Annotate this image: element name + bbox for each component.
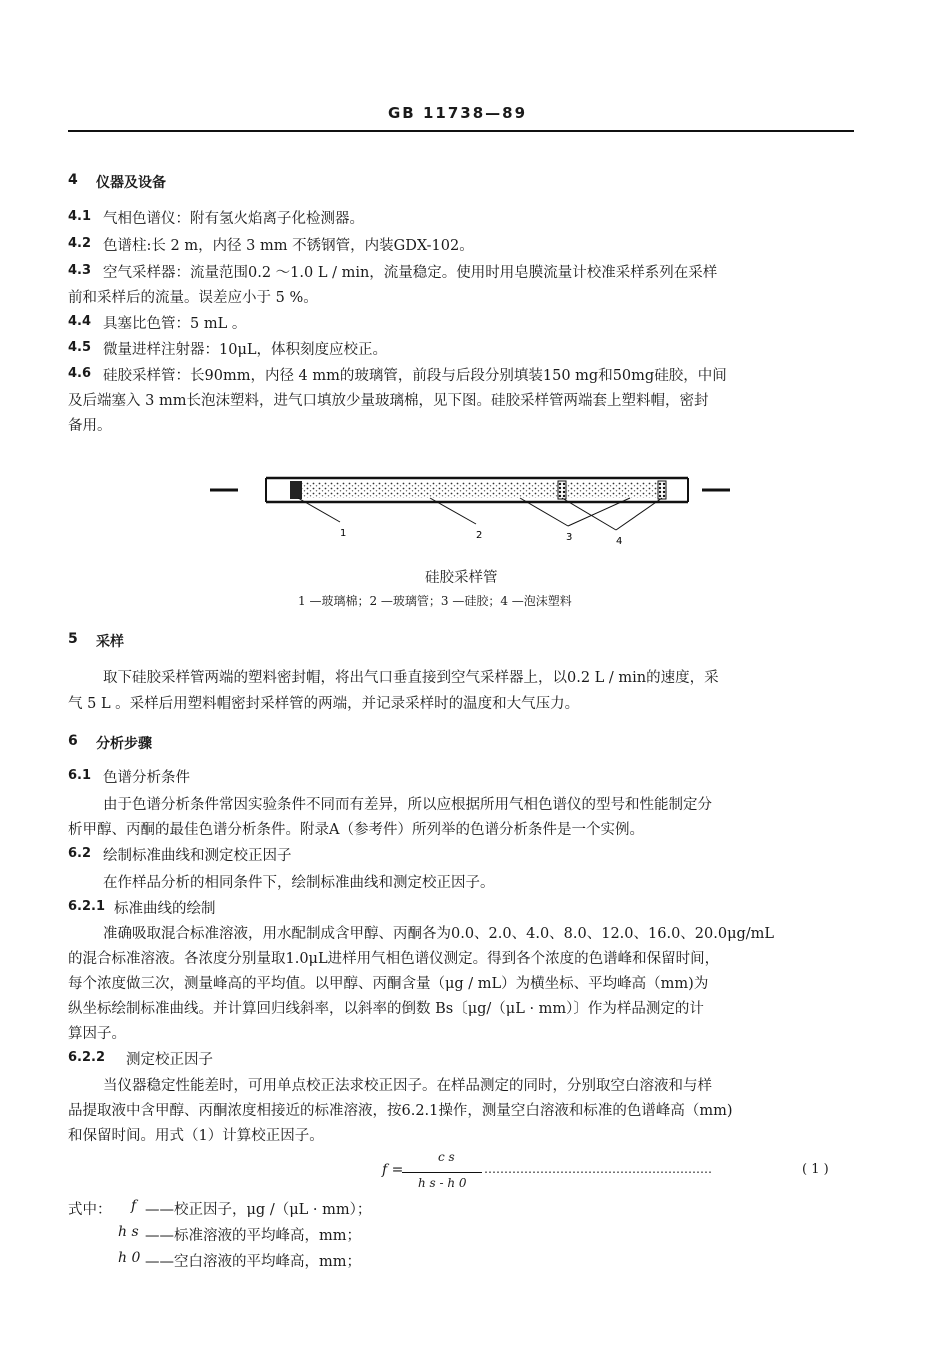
definition-symbol-h0: h 0: [118, 1250, 141, 1266]
silica-gel-front: [302, 482, 558, 498]
label-4: 4: [616, 536, 623, 547]
glass-wool: [290, 481, 302, 499]
definition-symbol-hs: h s: [118, 1224, 139, 1240]
section-5-text-2: 气 5 L 。采样后用塑料帽密封采样管的两端，并记录采样时的温度和大气压力。: [68, 696, 580, 712]
item-4-6-text-2: 及后端塞入 3 mm长泡沫塑料，进气口填放少量玻璃棉，见下图。硅胶采样管两端套上塑料帽，密封: [68, 393, 709, 409]
section-4-number: 4: [68, 172, 78, 188]
item-6-2-1-text-1: 准确吸取混合标准溶液，用水配制成含甲醇、丙酮各为0.0、2.0、4.0、8.0、12.0、16.0、20.0μg/mL: [103, 926, 775, 942]
label-1: 1: [340, 528, 347, 539]
figure-legend: 1 —玻璃棉；2 —玻璃管；3 —硅胶；4 —泡沫塑料: [298, 594, 572, 608]
item-6-2-1-text-4: 纵坐标绘制标准曲线。并计算回归线斜率，以斜率的倒数 Bs〔μg/（μL · mm）〕作为样品测定的计: [68, 1001, 704, 1017]
item-4-2-text: 色谱柱:长 2 m，内径 3 mm 不锈钢管，内装GDX-102。: [103, 238, 474, 254]
section-5-title: 采样: [96, 634, 124, 650]
definition-symbol-f: f: [131, 1198, 137, 1214]
item-6-2-2-title: 测定校正因子: [126, 1052, 213, 1068]
formula-leader-dots: …………………………………………………: [484, 1162, 712, 1176]
definition-desc-h0: ——空白溶液的平均峰高，mm；: [145, 1254, 361, 1270]
definition-desc-hs: ——标准溶液的平均峰高，mm；: [145, 1228, 361, 1244]
item-6-1-text-1: 由于色谱分析条件常因实验条件不同而有差异，所以应根据所用气相色谱仪的型号和性能制定分: [103, 797, 712, 813]
item-6-2-1-text-2: 的混合标准溶液。各浓度分别量取1.0μL进样用气相色谱仪测定。得到各个浓度的色谱峰和保留时间，: [68, 951, 720, 967]
item-6-1-title: 色谱分析条件: [103, 770, 190, 786]
item-6-2-title: 绘制标准曲线和测定校正因子: [103, 848, 292, 864]
item-4-6-text-3: 备用。: [68, 418, 112, 434]
formula-fraction-bar: [402, 1172, 482, 1173]
section-6-number: 6: [68, 733, 78, 749]
section-5-number: 5: [68, 631, 78, 647]
formula-lhs: f =: [382, 1162, 404, 1178]
foam-plug-end: [658, 481, 666, 499]
item-4-2-number: 4.2: [68, 236, 92, 251]
item-6-2-1-number: 6.2.1: [68, 899, 106, 914]
header-rule: [68, 130, 854, 132]
formula-denominator: h s - h 0: [418, 1176, 467, 1190]
definition-desc-f: ——校正因子，μg /（μL · mm）；: [145, 1202, 372, 1218]
formula-equation-number: ( 1 ): [802, 1162, 829, 1177]
item-6-2-1-text-5: 算因子。: [68, 1026, 126, 1042]
label-3: 3: [566, 532, 573, 543]
item-4-3-number: 4.3: [68, 263, 92, 278]
section-6-title: 分析步骤: [96, 736, 152, 752]
section-5-text-1: 取下硅胶采样管两端的塑料密封帽，将出气口垂直接到空气采样器上，以0.2 L / min的速度，采: [103, 670, 719, 686]
item-4-3-text-1: 空气采样器：流量范围0.2 ～1.0 L / min，流量稳定。使用时用皂膜流量计校准采样系列在采样: [103, 265, 718, 281]
item-6-2-2-text-3: 和保留时间。用式（1）计算校正因子。: [68, 1128, 324, 1144]
silica-gel-tube-diagram: [210, 462, 740, 548]
item-6-2-text: 在作样品分析的相同条件下，绘制标准曲线和测定校正因子。: [103, 875, 495, 891]
item-4-4-number: 4.4: [68, 314, 92, 329]
item-4-4-text: 具塞比色管：5 mL 。: [103, 316, 247, 332]
label-2: 2: [476, 530, 483, 541]
foam-plug-middle: [558, 481, 566, 499]
item-4-5-number: 4.5: [68, 340, 92, 355]
formula-numerator: c s: [438, 1150, 455, 1164]
standard-code: GB 11738—89: [388, 104, 528, 122]
item-4-6-number: 4.6: [68, 366, 92, 381]
figure-caption: 硅胶采样管: [425, 570, 498, 586]
item-6-2-2-text-1: 当仪器稳定性能差时，可用单点校正法求校正因子。在样品测定的同时，分别取空白溶液和与样: [103, 1078, 712, 1094]
item-6-2-1-text-3: 每个浓度做三次，测量峰高的平均值。以甲醇、丙酮含量（μg / mL）为横坐标、平均峰高（mm)为: [68, 976, 709, 992]
definitions-prefix: 式中：: [68, 1202, 112, 1218]
item-4-5-text: 微量进样注射器：10μL，体积刻度应校正。: [103, 342, 388, 358]
item-6-2-number: 6.2: [68, 846, 92, 861]
item-4-1-text: 气相色谱仪：附有氢火焰离子化检测器。: [103, 211, 364, 227]
item-4-6-text-1: 硅胶采样管：长90mm，内径 4 mm的玻璃管，前段与后段分别填装150 mg和50mg硅胶，中间: [103, 368, 727, 384]
silica-gel-back: [566, 482, 658, 498]
item-6-1-number: 6.1: [68, 768, 92, 783]
section-4-title: 仪器及设备: [96, 175, 166, 191]
item-6-2-2-text-2: 品提取液中含甲醇、丙酮浓度相接近的标准溶液，按6.2.1操作，测量空白溶液和标准的色谱峰高（mm): [68, 1103, 733, 1119]
item-4-1-number: 4.1: [68, 209, 92, 224]
item-6-1-text-2: 析甲醇、丙酮的最佳色谱分析条件。附录A（参考件）所列举的色谱分析条件是一个实例。: [68, 822, 644, 838]
item-6-2-2-number: 6.2.2: [68, 1050, 106, 1065]
item-6-2-1-title: 标准曲线的绘制: [114, 901, 216, 917]
item-4-3-text-2: 前和采样后的流量。误差应小于 5 %。: [68, 290, 318, 306]
